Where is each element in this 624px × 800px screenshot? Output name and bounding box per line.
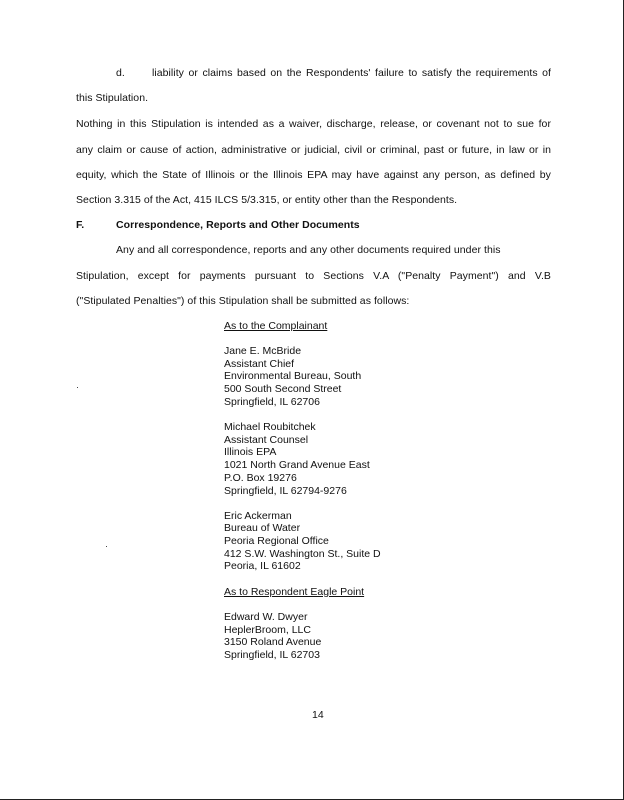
contact-line: Jane E. McBride: [224, 345, 302, 357]
contact-line: HeplerBroom, LLC: [224, 624, 311, 636]
contact-line: Assistant Chief: [224, 358, 295, 370]
contact-line: Environmental Bureau, South: [224, 370, 362, 382]
contact-line: Illinois EPA: [224, 446, 277, 458]
contact-line: Springfield, IL 62706: [224, 396, 320, 408]
contact-line: Eric Ackerman: [224, 510, 292, 522]
scan-speck: [106, 546, 107, 547]
contact-line: Assistant Counsel: [224, 434, 309, 446]
contact-line: Bureau of Water: [224, 522, 301, 534]
contact-line: Peoria, IL 61602: [224, 560, 301, 572]
item-d-line-1: liability or claims based on the Respondents' failure to satisfy the requirements of: [152, 67, 551, 79]
contact-line: Springfield, IL 62794-9276: [224, 485, 347, 497]
nothing-paragraph-line-4: Section 3.315 of the Act, 415 ILCS 5/3.315, or entity other than the Respondents.: [76, 194, 458, 206]
contact-line: Peoria Regional Office: [224, 535, 329, 547]
section-f-heading: Correspondence, Reports and Other Documents: [116, 219, 360, 231]
contact-line: Edward W. Dwyer: [224, 611, 308, 623]
item-d-line-2: this Stipulation.: [76, 92, 149, 104]
complainant-heading: As to the Complainant: [224, 320, 328, 332]
contact-line: Michael Roubitchek: [224, 421, 316, 433]
scan-speck: [77, 387, 78, 388]
contact-line: P.O. Box 19276: [224, 472, 297, 484]
contact-line: Springfield, IL 62703: [224, 649, 320, 661]
contact-line: 3150 Roland Avenue: [224, 636, 322, 648]
respondent-heading: As to Respondent Eagle Point: [224, 586, 365, 598]
nothing-paragraph-line-1: Nothing in this Stipulation is intended as a waiver, discharge, release, or covenant not to sue for: [76, 118, 551, 130]
contact-line: 500 South Second Street: [224, 383, 342, 395]
item-d-label: d.: [116, 67, 125, 79]
correspondence-line-1: Any and all correspondence, reports and any other documents required under this: [116, 244, 501, 256]
nothing-paragraph-line-2: any claim or cause of action, administrative or judicial, civil or criminal, past or future, in law or in: [76, 144, 551, 156]
correspondence-line-3: ("Stipulated Penalties") of this Stipulation shall be submitted as follows:: [76, 295, 410, 307]
correspondence-line-2: Stipulation, except for payments pursuant to Sections V.A ("Penalty Payment") and V.B: [76, 270, 551, 282]
nothing-paragraph-line-3: equity, which the State of Illinois or the Illinois EPA may have against any person, as defined by: [76, 169, 551, 181]
page-number: 14: [312, 709, 324, 721]
contact-line: 1021 North Grand Avenue East: [224, 459, 370, 471]
section-f-letter: F.: [76, 219, 85, 231]
contact-line: 412 S.W. Washington St., Suite D: [224, 548, 381, 560]
